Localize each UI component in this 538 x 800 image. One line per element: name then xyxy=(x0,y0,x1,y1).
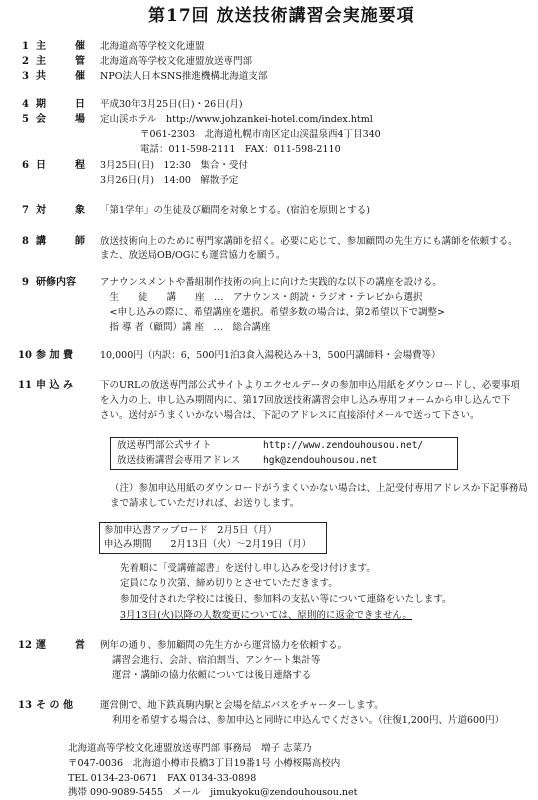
item-number: 13 xyxy=(18,700,32,711)
item-text: <申し込みの際に、希望講座を選択。希望多数の場合は、第2希望以下で調整> xyxy=(100,307,445,318)
item-label: 参 加 費 xyxy=(36,350,73,361)
item-label: 期 日 xyxy=(36,99,88,110)
contact-office: 北海道高等学校文化連盟放送専門部 事務局 増子 志菜乃 xyxy=(68,743,312,754)
note-text: まで請求していただければ、お送りします。 xyxy=(110,498,300,509)
contact-phone-fax: TEL 0134-23-0671 FAX 0134-33-0898 xyxy=(68,773,257,784)
site-name: 放送専門部公式サイト xyxy=(117,440,212,451)
item-number: 4 xyxy=(22,99,29,110)
item-text: 生 徒 講 座 … アナウンス・朗読・ラジオ・テレビから選択 xyxy=(100,292,423,303)
note-text: （注）参加申込用紙のダウンロードがうまくいかない場合は、上記受付専用アドレスか下記事務局 xyxy=(110,483,528,494)
item-number: 10 xyxy=(18,350,32,361)
info-text: 先着順に「受講確認書」を送付し申し込みを受け付けます。 xyxy=(120,563,376,574)
item-text: さい。送付がうまくいかない場合は、下記のアドレスに直接添付メールで送って下さい。 xyxy=(100,410,480,421)
item-number: 12 xyxy=(18,640,32,651)
item-text: 平成30年3月25日(日)・26日(月) xyxy=(100,99,243,110)
item-label: 共 催 xyxy=(36,71,88,82)
item-label: 申 込 み xyxy=(36,380,73,391)
item-label: 運 営 xyxy=(36,640,88,651)
item-label: そ の 他 xyxy=(36,700,73,711)
item-text: 〒061-2303 北海道札幌市南区定山渓温泉西4丁目340 xyxy=(140,129,381,140)
item-label: 主 催 xyxy=(36,41,88,52)
item-text: 3月25日(日) 12:30 集合・受付 xyxy=(100,160,248,171)
item-text: 運営・講師の協力依頼については後日連絡する xyxy=(112,670,312,681)
email-link[interactable]: hgk@zendouhousou.net xyxy=(263,455,378,466)
item-number: 6 xyxy=(22,160,29,171)
site-url-link[interactable]: http://www.zendouhousou.net/ xyxy=(263,440,424,451)
item-number: 3 xyxy=(22,71,29,82)
item-number: 5 xyxy=(22,114,29,125)
item-label: 研修内容 xyxy=(36,277,76,288)
item-label: 講 師 xyxy=(36,236,88,247)
item-text: 北海道高等学校文化連盟 xyxy=(100,41,205,52)
schedule-box xyxy=(99,522,327,554)
schedule-line: 参加申込書アップロード 2月5日（月） xyxy=(104,525,277,536)
item-label: 日 程 xyxy=(36,160,88,171)
schedule-line: 申込み期間 2月13日（火）～2月19日（月） xyxy=(104,539,312,550)
item-text: を入力の上、申し込み期間内に、第17回放送技術講習会申し込み専用フォームから申し込んで下 xyxy=(100,395,511,406)
item-text: 放送技術向上のために専門家講師を招く。必要に応じて、参加顧問の先生方にも講師を依頼する。 xyxy=(100,236,518,247)
item-text: 定山渓ホテル http://www.johzankei-hotel.com/index.html xyxy=(100,114,373,125)
site-box xyxy=(110,437,458,470)
item-label: 主 管 xyxy=(36,56,88,67)
item-text: 下のURLの放送専門部公式サイトよりエクセルデータの参加申込用紙をダウンロードし、必要事項 xyxy=(100,380,520,391)
item-text: 電話：011-598-2111 FAX：011-598-2110 xyxy=(140,144,341,155)
item-number: 9 xyxy=(22,277,29,288)
item-text: 3月26日(月) 14:00 解散予定 xyxy=(100,175,239,186)
item-text: 「第1学年」の生徒及び顧問を対象とする。(宿泊を原則とする) xyxy=(100,205,370,216)
item-number: 2 xyxy=(22,56,29,67)
item-text: 利用を希望する場合は、参加申込と同時に申込んでください。（往復1,200円、片道600円） xyxy=(112,715,505,726)
item-text: 10,000円（内訳：6，500円1泊3食入湯税込み＋3，500円講師料・会場費等） xyxy=(100,350,441,361)
item-text: 指 導 者（顧問）講 座 … 総合講座 xyxy=(100,322,271,333)
item-number: 7 xyxy=(22,205,29,216)
item-text: 運営側で、地下鉄真駒内駅と会場を結ぶバスをチャーターします。 xyxy=(100,700,384,711)
item-number: 8 xyxy=(22,236,29,247)
item-text: 北海道高等学校文化連盟放送専門部 xyxy=(100,56,253,67)
item-text: NPO法人日本SNS推進機構北海道支部 xyxy=(100,71,268,82)
info-text: 参加受付された学校には後日、参加料の支払い等について連絡をいたします。 xyxy=(120,594,452,605)
contact-address: 〒047-0036 北海道小樽市長橋3丁目19番1号 小樽桜陽高校内 xyxy=(68,758,341,769)
info-text: 定員になり次第、締め切りとさせていただきます。 xyxy=(120,578,338,589)
item-text: アナウンスメントや番組制作技術の向上に向けた実践的な以下の講座を設ける。 xyxy=(100,277,442,288)
item-text: 講習会進行、会計、宿泊割当、アンケート集計等 xyxy=(112,655,321,666)
refund-notice: 3月13日(火)以降の人数変更については、原則的に返金できません。 xyxy=(120,610,412,621)
item-label: 会 場 xyxy=(36,114,88,125)
item-number: 1 xyxy=(22,41,29,52)
item-text: 例年の通り、参加顧問の先生方から運営協力を依頼する。 xyxy=(100,640,348,651)
item-number: 11 xyxy=(18,380,32,391)
page-title: 第17回 放送技術講習会実施要項 xyxy=(148,6,415,26)
contact-mobile-email: 携帯 090-9089-5455 メール jimukyoku@zendouhousou.net xyxy=(68,787,358,798)
item-text: また、放送局OB/OGにも運営協力を願う。 xyxy=(100,250,286,261)
site-name: 放送技術講習会専用アドレス xyxy=(117,455,241,466)
item-label: 対 象 xyxy=(36,205,88,216)
